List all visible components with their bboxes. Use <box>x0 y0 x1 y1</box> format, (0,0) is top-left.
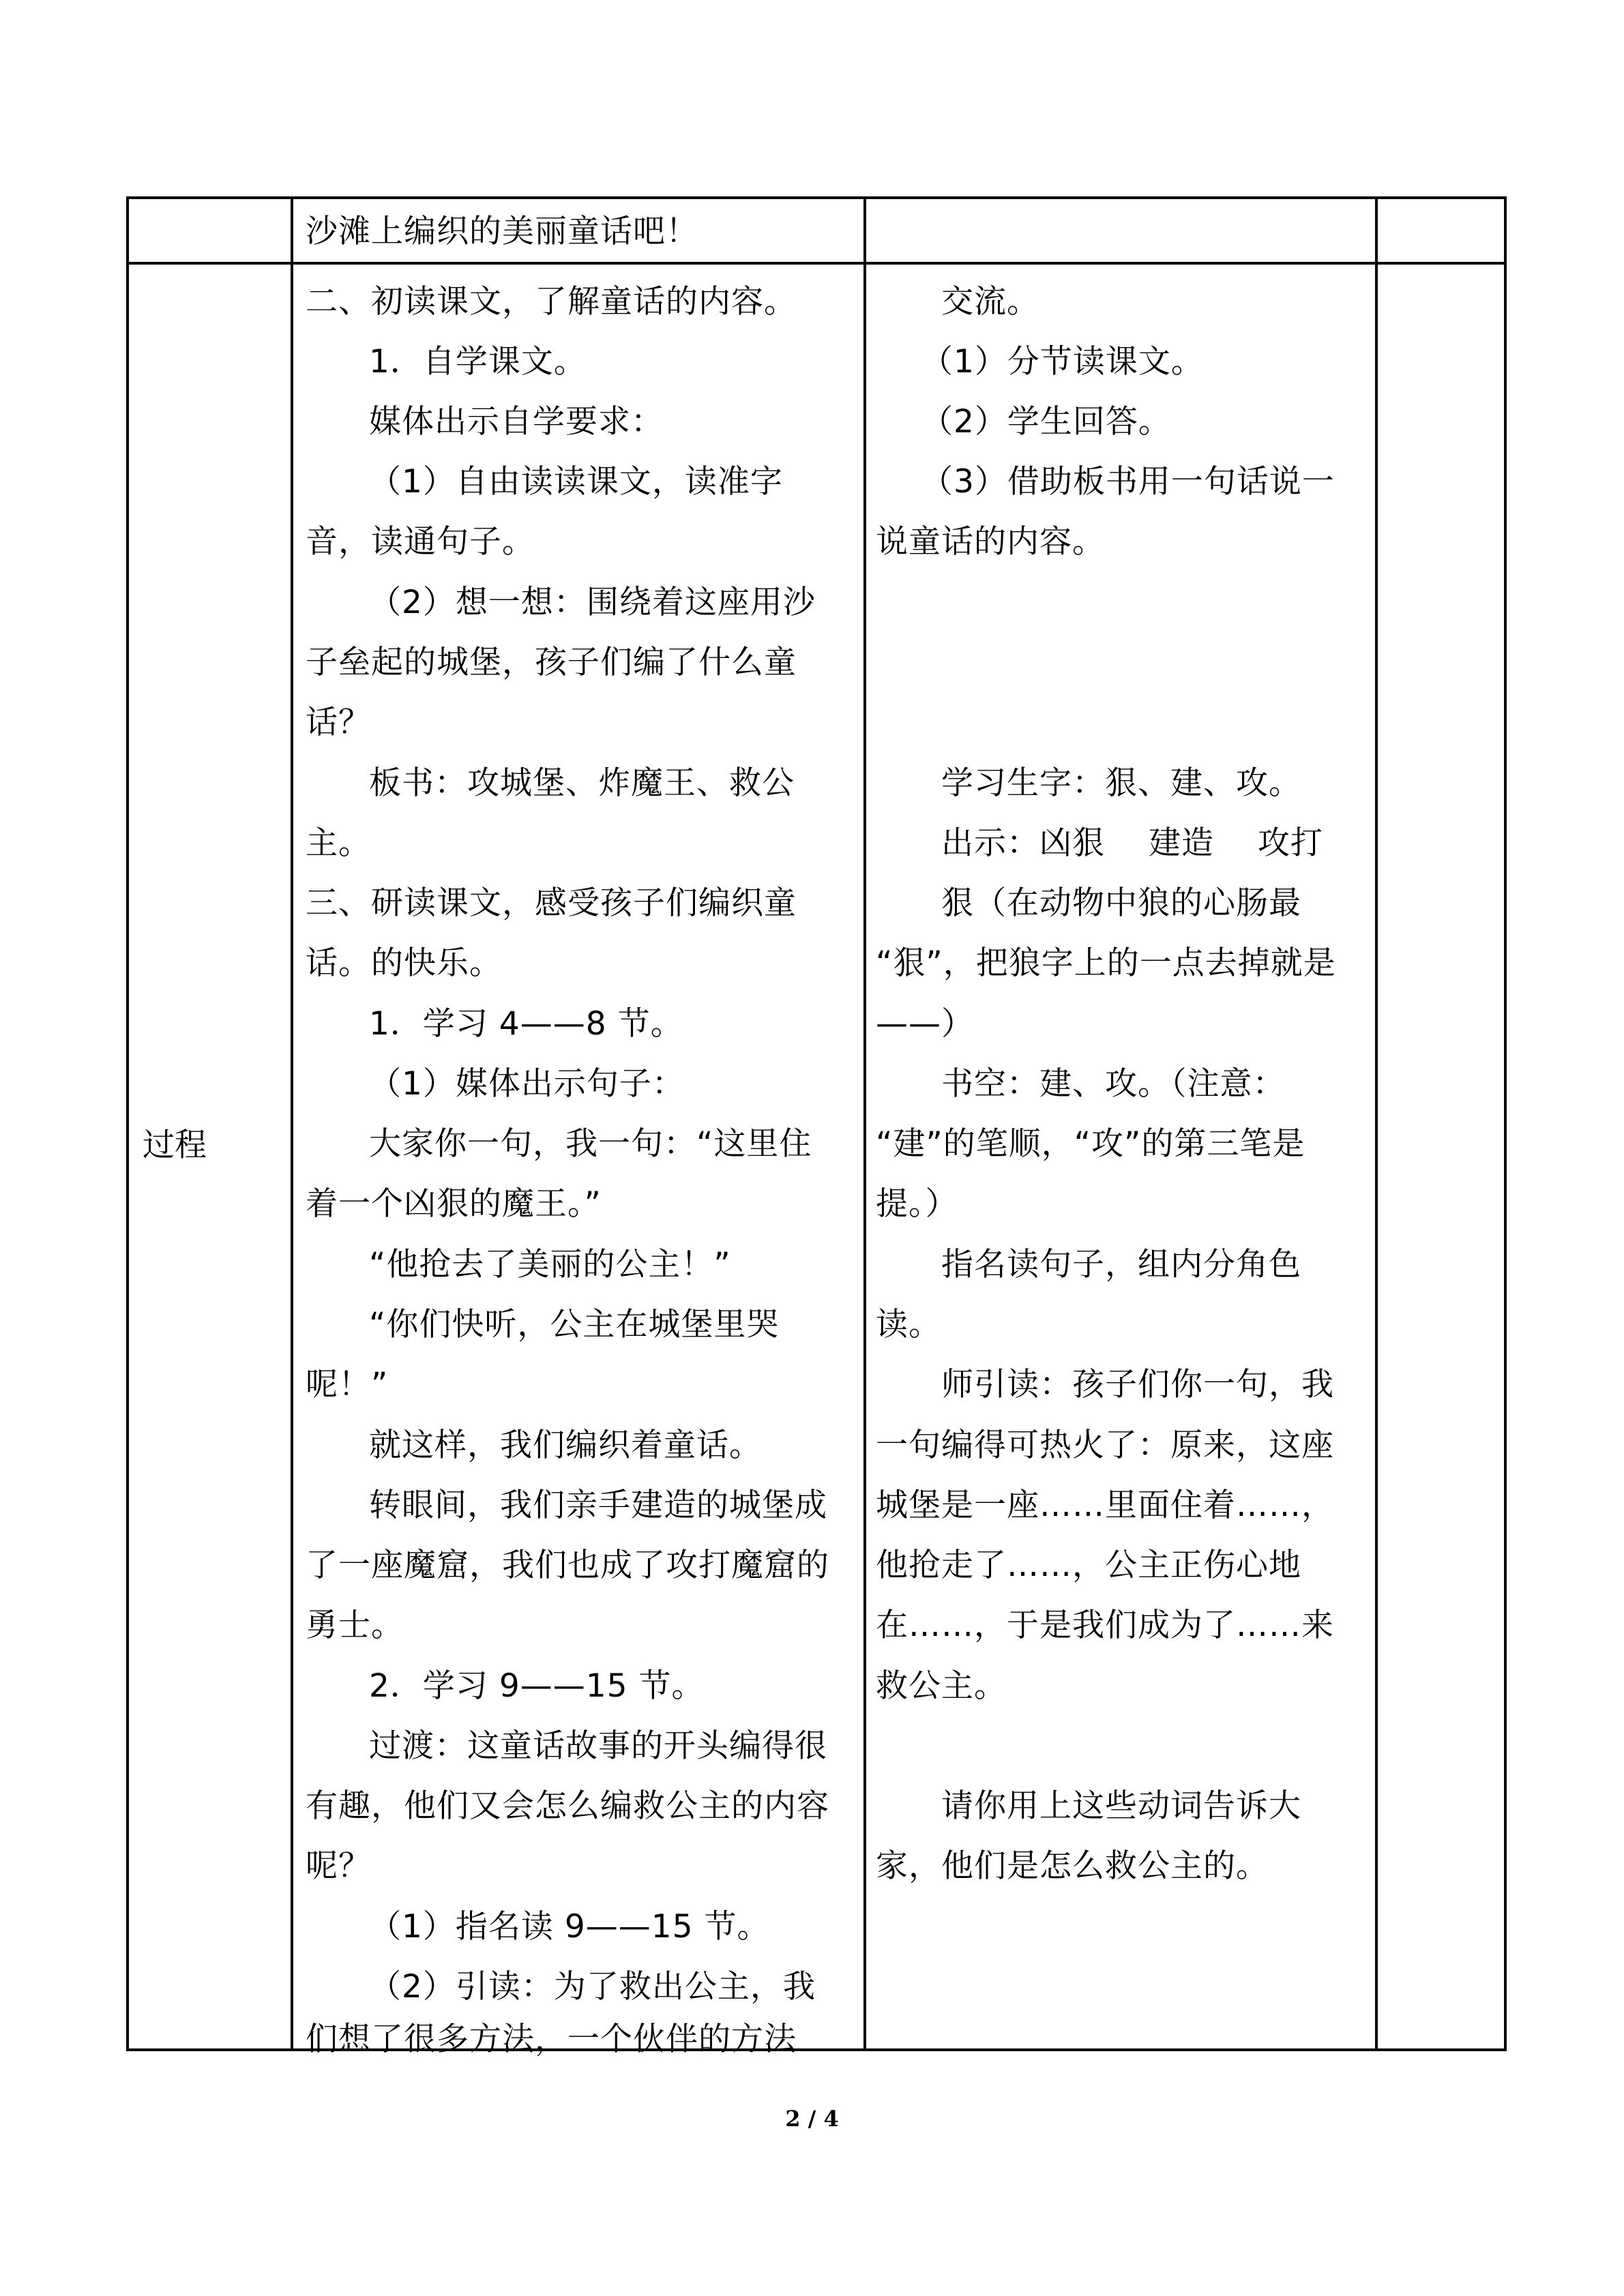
cell-text-line: 呢？ <box>306 1847 371 1885</box>
cell-text-line: 话？ <box>306 704 371 741</box>
stage-label: 过程 <box>143 1127 207 1164</box>
cell-text-line: “建”的笔顺，“攻”的第三笔是 <box>876 1125 1305 1163</box>
cell-text-line: （2）引读：为了救出公主，我 <box>369 1968 816 2006</box>
cell-text-line: ——） <box>876 1005 974 1043</box>
cell-text-line: 过渡：这童话故事的开头编得很 <box>369 1727 827 1765</box>
cell-text-line: 在……，于是我们成为了……来 <box>876 1607 1334 1644</box>
cell-text-line: 读。 <box>876 1306 941 1343</box>
cell-text-line: 学习生字：狠、建、攻。 <box>941 764 1301 802</box>
lesson-table <box>126 196 1507 2058</box>
cell-text-line: 有趣，他们又会怎么编救公主的内容 <box>306 1787 829 1825</box>
cell-text-line: （1）分节读课文。 <box>921 343 1204 381</box>
cell-text-line: 板书：攻城堡、炸魔王、救公 <box>369 764 795 802</box>
page-number: 2 / 4 <box>785 2106 839 2132</box>
cell-text-line: 呢！” <box>306 1366 389 1403</box>
cell-text-line: 城堡是一座……里面住着……， <box>876 1487 1334 1524</box>
cell-text-line: 交流。 <box>941 283 1039 320</box>
cell-text-line: 书空：建、攻。（注意： <box>941 1065 1286 1103</box>
cell-text-line: （3）借助板书用一句话说一 <box>921 463 1335 501</box>
cell-text-line: 主。 <box>306 824 371 862</box>
cell-text-line: 1．学习 4——8 节。 <box>369 1005 683 1043</box>
cell-text-line: 话。的快乐。 <box>306 944 502 982</box>
cell-text-line: （1）指名读 9——15 节。 <box>369 1908 770 1945</box>
cell-text-line: （2）想一想：围绕着这座用沙 <box>369 584 816 621</box>
cell-text-line: 救公主。 <box>876 1667 1007 1705</box>
cell-text-line: 就这样，我们编织着童话。 <box>369 1427 762 1464</box>
cell-text-line: 1．自学课文。 <box>369 343 587 381</box>
cell-text-line: 沙滩上编织的美丽童话吧！ <box>306 213 698 250</box>
cell-text-line: （2）学生回答。 <box>921 403 1171 441</box>
cell-text-line: 了一座魔窟，我们也成了攻打魔窟的 <box>306 1547 829 1584</box>
cell-text-line: 媒体出示自学要求： <box>369 403 664 441</box>
cell-text-line: （1）自由读读课文，读准字 <box>369 463 783 501</box>
cell-text-line: “他抢去了美丽的公主！” <box>369 1246 731 1283</box>
cell-text-line: 子垒起的城堡，孩子们编了什么童 <box>306 644 797 681</box>
cell-text-line: “你们快听，公主在城堡里哭 <box>369 1306 780 1343</box>
cell-text-line: 二、初读课文，了解童话的内容。 <box>306 283 797 320</box>
cell-text-line: 转眼间，我们亲手建造的城堡成 <box>369 1487 827 1524</box>
cell-text-line: 2．学习 9——15 节。 <box>369 1667 705 1705</box>
cell-text-line: 勇士。 <box>306 1607 404 1644</box>
cell-text-line: 家，他们是怎么救公主的。 <box>876 1847 1269 1885</box>
cell-text-line: 出示：凶狠 建造 攻打 <box>941 824 1323 862</box>
cell-text-line: 一句编得可热火了：原来，这座 <box>876 1427 1334 1464</box>
cell-text-line: （1）媒体出示句子： <box>369 1065 685 1103</box>
cell-text-line: 提。） <box>876 1185 958 1223</box>
cell-text-line: 三、研读课文，感受孩子们编织童 <box>306 884 797 922</box>
cell-text-line: 们想了很多方法，一个伙伴的方法 <box>306 2021 797 2058</box>
cell-text-line: 指名读句子，组内分角色 <box>941 1246 1301 1283</box>
cell-text-line: 大家你一句，我一句：“这里住 <box>369 1125 812 1163</box>
cell-text-line: 音，读通句子。 <box>306 523 535 561</box>
row2-right-cell <box>866 265 1375 2051</box>
cell-text-line: 师引读：孩子们你一句，我 <box>941 1366 1334 1403</box>
row2-mid-cell <box>293 265 863 2058</box>
cell-text-line: 着一个凶狠的魔王。” <box>306 1185 602 1223</box>
cell-text-line: 说童话的内容。 <box>876 523 1105 561</box>
column-divider <box>1375 199 1378 2048</box>
cell-text-line: 狠（在动物中狼的心肠最 <box>941 884 1301 922</box>
cell-text-line: “狠”，把狼字上的一点去掉就是 <box>876 944 1336 982</box>
cell-text-line: 他抢走了……，公主正伤心地 <box>876 1547 1301 1584</box>
cell-text-line: 请你用上这些动词告诉大 <box>941 1787 1301 1825</box>
row1-mid-cell <box>293 199 863 262</box>
